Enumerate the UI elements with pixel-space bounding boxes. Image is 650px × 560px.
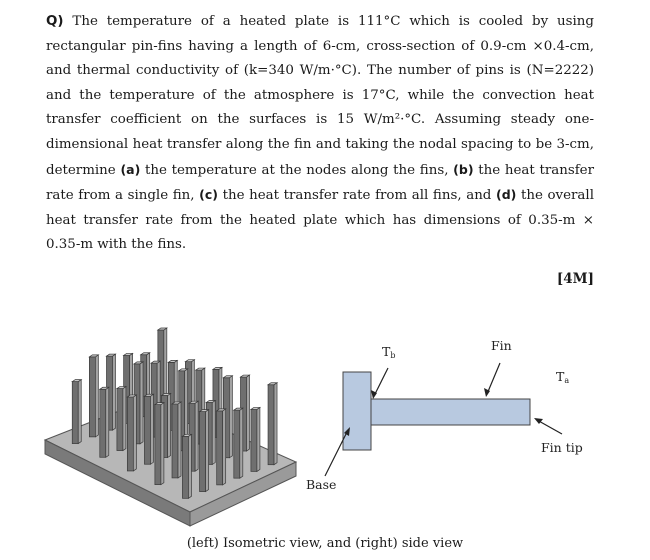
part-b-text: the heat transfer rate from a single fin, [46,162,595,204]
pin-fin [117,387,126,451]
pin-fin [200,410,209,492]
part-c-text: the heat transfer rate from all fins, and [218,188,496,204]
side-view [306,338,583,492]
pin-fin [251,407,260,471]
figure-caption: (left) Isometric view, and (right) side view [186,536,464,551]
question-label: Q) [46,14,64,29]
pin-fin [217,409,226,485]
fin-body [371,399,530,425]
pin-fin-side [168,394,171,458]
pin-fin-side [188,434,191,498]
base-wall [343,372,371,450]
pin-fin [100,387,109,457]
pin-fin [89,355,98,437]
pin-fin-side [206,410,209,492]
pin-fin-side [150,394,153,464]
pin-fin [127,395,136,471]
pin-fin-side [161,403,164,485]
pin-fin-face [251,409,257,471]
arrow-fin-tip [537,420,562,434]
pin-fin-side [78,380,81,444]
pin-fin-face [72,382,78,444]
pin-fin-face [182,436,188,498]
pin-fin-side [112,354,115,430]
part-c-label: (c) [199,187,218,203]
pin-fin-face [100,389,106,457]
pin-fin-face [172,404,178,478]
pin-fin-side [229,376,232,458]
pin-fin-face [217,411,223,485]
pin-fin [182,434,191,498]
pin-fin-face [268,385,274,465]
pin-fin-face [234,410,240,478]
label-fin: Fin [491,338,512,353]
pin-fin [155,403,164,485]
pin-fin-side [140,362,143,444]
arrow-base [325,430,348,476]
pin-fin-face [200,412,206,492]
fin-figure [0,300,650,560]
label-ta: Ta [556,369,570,385]
pin-fin-side [133,395,136,471]
pin-fin-side [106,387,109,457]
pin-fin-side [212,400,215,464]
pin-fin-face [89,357,95,437]
pin-fin-side [95,355,98,437]
pin-fin [268,383,277,465]
pin-fin [234,408,243,478]
pin-fin-side [223,409,226,485]
part-d-label: (d) [495,187,517,203]
pin-fin-face [155,405,161,485]
marks-label: [4M] [556,271,594,287]
pin-fin [172,402,181,478]
question-text [46,10,594,258]
pin-fin-face [144,396,150,464]
pin-fin-side [178,402,181,478]
part-a-text: the temperature at the nodes along the fins, [140,162,454,178]
pin-fin-side [195,401,198,471]
question-body: The temperature of a heated plate is 111°C which is cooled by using rectangular pin-fins having a length of 6-cm, cross-section of 0.9-cm ×0.4-cm, and thermal conductivity of (k=340 W/m·°C). The number of pins is (N=2222) and the temperature of the atmosphere is 17°C, while the convection heat transfer coefficient on the surfaces is 15 W/m²·°C. Assuming steady one-dimensional heat transfer along the fin and taking the nodal spacing to be 3-cm, determine [46,14,594,178]
pin-fin-side [257,407,260,471]
part-a-label: (a) [120,161,141,177]
label-fin-tip: Fin tip [541,440,583,455]
pin-fin-face [117,389,123,451]
pin-fin [144,394,153,464]
label-base: Base [306,477,337,492]
pin-fin-side [274,383,277,465]
pin-fin-side [123,387,126,451]
label-tb: Tb [382,344,396,360]
pin-fin [72,380,81,444]
part-b-label: (b) [453,161,474,177]
pin-fin-side [246,375,249,451]
arrow-fin [487,363,500,394]
pin-fin-face [127,397,133,471]
isometric-view [45,328,296,526]
pin-fin-side [240,408,243,478]
part-d-text: the overall heat transfer rate from the heated plate which has dimensions of 0.35-m × 0.35-m with the fins. [46,188,594,253]
arrow-tb [374,368,388,396]
